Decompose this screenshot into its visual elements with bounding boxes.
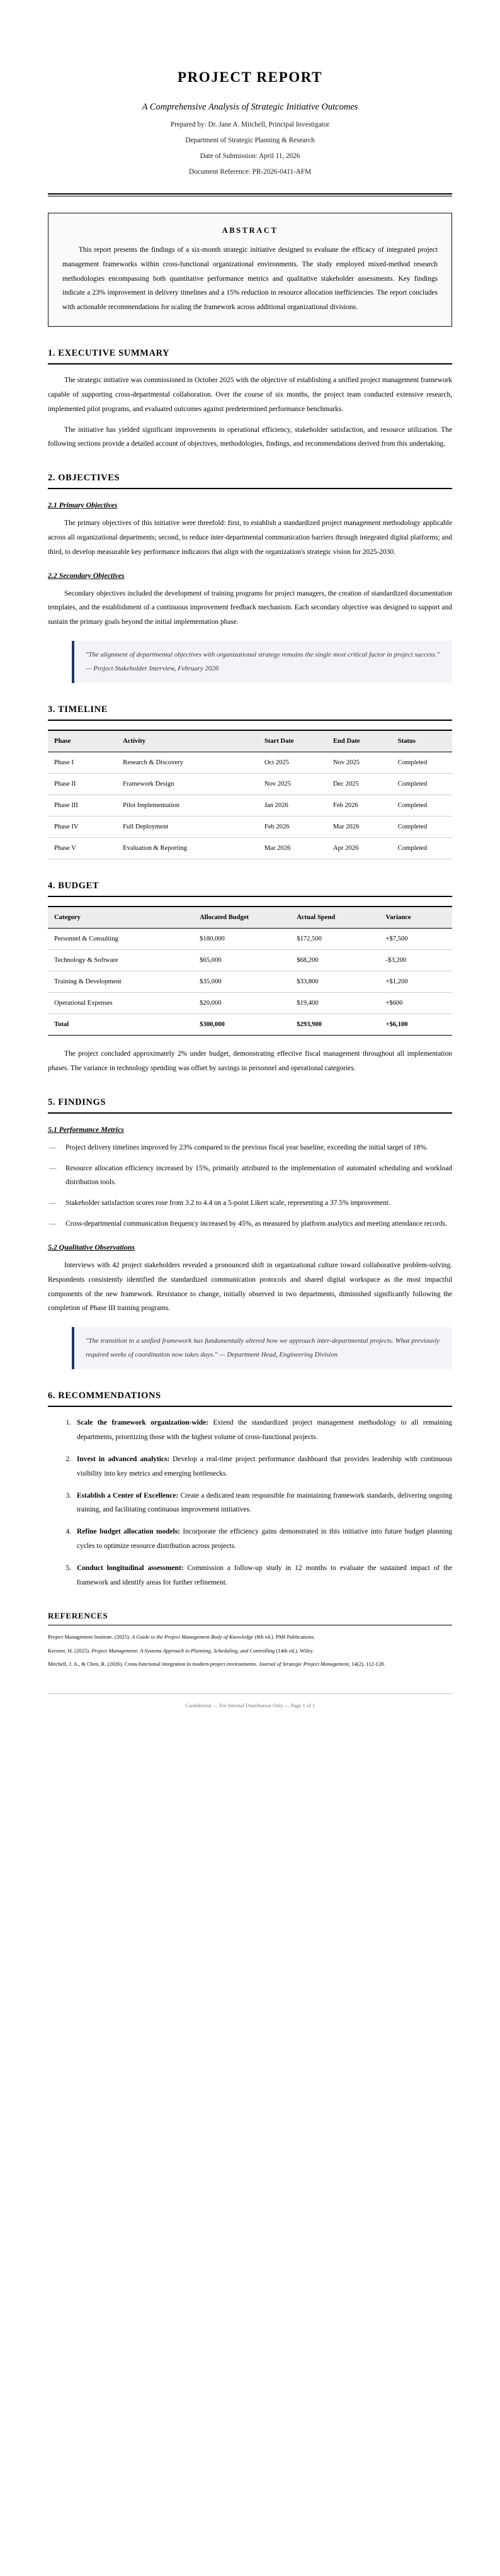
table-cell: Nov 2025 [327, 752, 392, 774]
recommendation-text: Incorporate the efficiency gains demonstrated in this initiative into future budget planning cycles to optimize resource distribution across projects. [77, 1528, 452, 1550]
section-references [48, 1611, 452, 1668]
table-cell: Phase I [48, 752, 116, 774]
findings-heading: 5. FINDINGS [48, 1097, 106, 1107]
timeline-heading: 3. TIMELINE [48, 704, 108, 715]
table-cell: $20,000 [193, 993, 290, 1014]
performance-metrics-subheading: 5.1 Performance Metrics [48, 1124, 124, 1134]
list-item [73, 1561, 452, 1590]
table-cell: +$7,500 [379, 929, 452, 950]
section-budget [48, 881, 452, 1076]
table-cell: Dec 2025 [327, 774, 392, 795]
recommendation-text: Develop a real-time project performance dashboard that provides leadership with continuous visibility into key metrics and emerging bottlenecks. [77, 1455, 452, 1477]
primary-objectives-text: The primary objectives of this initiative were threefold: first, to establish a standardized project management methodology applicable across all organizational departments; second, to reduce inter-departmental communication barriers through integrated digital platforms; and third, to develop measurable key performance indicators that align with the organization's strategic vision for 2025-2030. [48, 519, 452, 556]
reference-entry [48, 1647, 452, 1655]
table-row [48, 795, 452, 816]
recommendations-heading: 6. RECOMMENDATIONS [48, 1391, 161, 1401]
budget-total-row [48, 1014, 452, 1036]
reference-entry [48, 1660, 452, 1668]
footer-divider [48, 1693, 452, 1694]
table-cell: Total [48, 1014, 193, 1036]
table-row [48, 816, 452, 838]
section-objectives [48, 473, 452, 683]
timeline-column-header: End Date [327, 730, 392, 752]
table-cell: Evaluation & Reporting [116, 838, 258, 859]
section-recommendations [48, 1391, 452, 1590]
page-title: PROJECT REPORT [177, 69, 323, 85]
table-cell: Technology & Software [48, 950, 193, 971]
reference-title: Journal of Strategic Project Management [258, 1661, 349, 1668]
document-subtitle: A Comprehensive Analysis of Strategic Initiative Outcomes [142, 102, 358, 112]
reference-title: A Guide to the Project Management Body of Knowledge [132, 1634, 254, 1641]
reference-pre: Mitchell, J. A., & Chen, R. (2026). Cross-functional integration in modern project environments. [48, 1661, 259, 1668]
section-divider [48, 488, 452, 489]
table-cell: +$6,100 [379, 1014, 452, 1036]
reference-post: (8th ed.). PMI Publications. [253, 1634, 315, 1641]
table-header-row [48, 907, 452, 929]
section-timeline [48, 704, 452, 859]
table-cell: Feb 2026 [327, 795, 392, 816]
section-executive-summary [48, 348, 452, 451]
table-cell: Phase V [48, 838, 116, 859]
table-row [48, 929, 452, 950]
list-item: — Stakeholder satisfaction scores rose from 3.2 to 4.4 on a 5-point Likert scale, representing a 37.5% improvement. [48, 1196, 452, 1211]
primary-objectives-subheading: 2.1 Primary Objectives [48, 500, 118, 510]
table-cell: $293,900 [290, 1014, 379, 1036]
abstract-heading: ABSTRACT [222, 226, 278, 235]
timeline-column-header: Status [392, 730, 452, 752]
executive-summary-heading: 1. EXECUTIVE SUMMARY [48, 348, 170, 359]
budget-note: The project concluded approximately 2% under budget, demonstrating effective fiscal management throughout all implementation phases. The variance in technology spending was offset by savings in personnel and operational categories. [48, 1050, 452, 1072]
table-cell: Training & Development [48, 971, 193, 993]
timeline-table-head [48, 730, 452, 752]
timeline-column-header: Phase [48, 730, 116, 752]
budget-column-header: Category [48, 907, 193, 929]
prepared-by-line: Prepared by: Dr. Jane A. Mitchell, Principal Investigator [170, 121, 330, 128]
reference-entry [48, 1633, 452, 1641]
table-row [48, 950, 452, 971]
table-cell: Feb 2026 [258, 816, 327, 838]
table-row [48, 993, 452, 1014]
section-divider [48, 1112, 452, 1114]
table-cell: Phase II [48, 774, 116, 795]
reference-post: (14th ed.). Wiley. [275, 1647, 314, 1654]
qualitative-observations-subheading: 5.2 Qualitative Observations [48, 1242, 135, 1251]
table-cell: $300,000 [193, 1014, 290, 1036]
table-row [48, 752, 452, 774]
list-item [73, 1525, 452, 1554]
submission-date-line: Date of Submission: April 11, 2026 [200, 152, 300, 160]
table-cell: Personnel & Consulting [48, 929, 193, 950]
recommendations-list [48, 1416, 452, 1590]
list-item: — Resource allocation efficiency increased by 15%, primarily attributed to the implementation of automated scheduling and workload distribution tools. [48, 1161, 452, 1190]
table-cell: +$1,200 [379, 971, 452, 993]
table-cell: +$600 [379, 993, 452, 1014]
list-item: — Project delivery timelines improved by 23% compared to the previous fiscal year baseline, exceeding the initial target of 18%. [48, 1141, 452, 1155]
table-cell: $180,000 [193, 929, 290, 950]
table-row [48, 838, 452, 859]
executive-summary-paragraph-1: The strategic initiative was commissioned in October 2025 with the objective of establishing a unified project management framework capable of supporting cross-departmental collaboration. Over the course of six months, the project team conducted extensive research, implemented pilot programs, and evaluated outcomes against predetermined performance benchmarks. [48, 376, 452, 413]
abstract-text: This report presents the findings of a six-month strategic initiative designed to evaluate the efficacy of integrated project management frameworks within cross-functional organizational environments. The study employed mixed-method research methodologies encompassing both quantitative performance metrics and qualitative stakeholder assessments. Key findings indicate a 23% improvement in delivery timelines and a 15% reduction in resource allocation inefficiencies. The report concludes with actionable recommendations for scaling the framework across additional organizational divisions. [62, 246, 438, 312]
budget-heading: 4. BUDGET [48, 881, 99, 891]
reference-pre: Kerzner, H. (2025). [48, 1647, 92, 1654]
table-cell: $68,200 [290, 950, 379, 971]
section-divider [48, 363, 452, 364]
table-cell: Apr 2026 [327, 838, 392, 859]
table-row [48, 971, 452, 993]
timeline-column-header: Start Date [258, 730, 327, 752]
table-cell: Completed [392, 752, 452, 774]
list-item [73, 1489, 452, 1518]
recommendation-text: Commission a follow-up study in 12 months to evaluate the sustained impact of the framework and identify areas for further refinement. [77, 1564, 453, 1586]
table-cell: Phase III [48, 795, 116, 816]
list-item: — Cross-departmental communication frequency increased by 45%, as measured by platform analytics and meeting attendance records. [48, 1217, 452, 1231]
table-cell: $19,400 [290, 993, 379, 1014]
section-findings [48, 1097, 452, 1370]
table-cell: Completed [392, 774, 452, 795]
title-divider [48, 193, 452, 196]
list-item [73, 1416, 452, 1445]
department-line: Department of Strategic Planning & Research [185, 137, 315, 144]
objectives-pull-quote: "The alignment of departmental objectives with organizational strategy remains the single most critical factor in project success." — Project Stakeholder Interview, February 2026 [72, 641, 452, 683]
table-row [48, 774, 452, 795]
timeline-table-body [48, 752, 452, 859]
table-cell: $35,000 [193, 971, 290, 993]
table-cell: Nov 2025 [258, 774, 327, 795]
table-cell: Full Deployment [116, 816, 258, 838]
recommendation-text: Extend the standardized project management methodology to all remaining departments, prioritizing those with the highest volume of cross-functional projects. [77, 1419, 452, 1442]
budget-column-header: Actual Spend [290, 907, 379, 929]
footer-text: Confidential — For Internal Distribution Only — Page 1 of 1 [185, 1703, 315, 1709]
table-cell: Mar 2026 [327, 816, 392, 838]
reference-pre: Project Management Institute. (2025). [48, 1634, 132, 1641]
table-header-row [48, 730, 452, 752]
reference-title: Project Management: A Systems Approach to Planning, Scheduling, and Controlling [91, 1647, 275, 1654]
table-cell: Jan 2026 [258, 795, 327, 816]
recommendation-lead: Scale the framework organization-wide: [77, 1419, 208, 1427]
table-cell: -$3,200 [379, 950, 452, 971]
table-cell: $65,000 [193, 950, 290, 971]
table-cell: $172,500 [290, 929, 379, 950]
table-cell: Phase IV [48, 816, 116, 838]
budget-column-header: Allocated Budget [193, 907, 290, 929]
recommendation-text: Create a dedicated team responsible for maintaining framework standards, delivering ongoing training, and facilitating continuous improvement initiatives. [77, 1491, 452, 1514]
budget-table-head [48, 907, 452, 929]
budget-table [48, 906, 452, 1036]
secondary-objectives-subheading: 2.2 Secondary Objectives [48, 570, 125, 580]
section-divider [48, 1406, 452, 1407]
secondary-objectives-text: Secondary objectives included the development of training programs for project managers, the creation of standardized documentation templates, and the establishment of a continuous improvement feedback mechanism. Each secondary objective was designed to support and sustain the primary goals beyond the initial implementation phase. [48, 589, 452, 626]
recommendation-lead: Establish a Center of Excellence: [77, 1491, 179, 1500]
performance-metrics-list [48, 1141, 452, 1231]
table-cell: Completed [392, 795, 452, 816]
document-reference-line: Document Reference: PR-2026-0411-AFM [188, 168, 312, 176]
timeline-table [48, 730, 452, 859]
table-cell: Completed [392, 838, 452, 859]
reference-post: , 14(2), 112-128. [348, 1661, 385, 1668]
table-cell: Oct 2025 [258, 752, 327, 774]
table-cell: Operational Expenses [48, 993, 193, 1014]
recommendation-lead: Conduct longitudinal assessment: [77, 1564, 184, 1572]
objectives-heading: 2. OBJECTIVES [48, 473, 120, 483]
section-divider [48, 720, 452, 721]
list-item [73, 1452, 452, 1481]
table-cell: $33,800 [290, 971, 379, 993]
table-cell: Mar 2026 [258, 838, 327, 859]
table-cell: Completed [392, 816, 452, 838]
recommendation-lead: Refine budget allocation models: [77, 1528, 180, 1536]
budget-column-header: Variance [379, 907, 452, 929]
qualitative-observations-text: Interviews with 42 project stakeholders revealed a pronounced shift in organizational culture toward collaborative problem-solving. Respondents consistently identified the standardized communication protocols and shared digital workspace as the most impactful components of the new framework. Resistance to change, initially observed in two departments, diminished significantly following the completion of Phase III training programs. [48, 1261, 452, 1313]
executive-summary-paragraph-2: The initiative has yielded significant improvements in operational efficiency, stakeholder satisfaction, and resource utilization. The following sections provide a detailed account of objectives, methodologies, findings, and recommendations derived from this undertaking. [48, 426, 452, 448]
abstract-box [48, 213, 452, 327]
table-cell: Pilot Implementation [116, 795, 258, 816]
budget-table-body [48, 929, 452, 1036]
references-heading: REFERENCES [48, 1611, 108, 1621]
table-cell: Framework Design [116, 774, 258, 795]
recommendation-lead: Invest in advanced analytics: [77, 1455, 170, 1463]
table-cell: Research & Discovery [116, 752, 258, 774]
section-divider [48, 896, 452, 897]
timeline-column-header: Activity [116, 730, 258, 752]
findings-pull-quote: "The transition to a unified framework has fundamentally altered how we approach inter-departmental projects. What previously required weeks of coordination now takes days." — Department Head, Engineering Division [72, 1327, 452, 1369]
